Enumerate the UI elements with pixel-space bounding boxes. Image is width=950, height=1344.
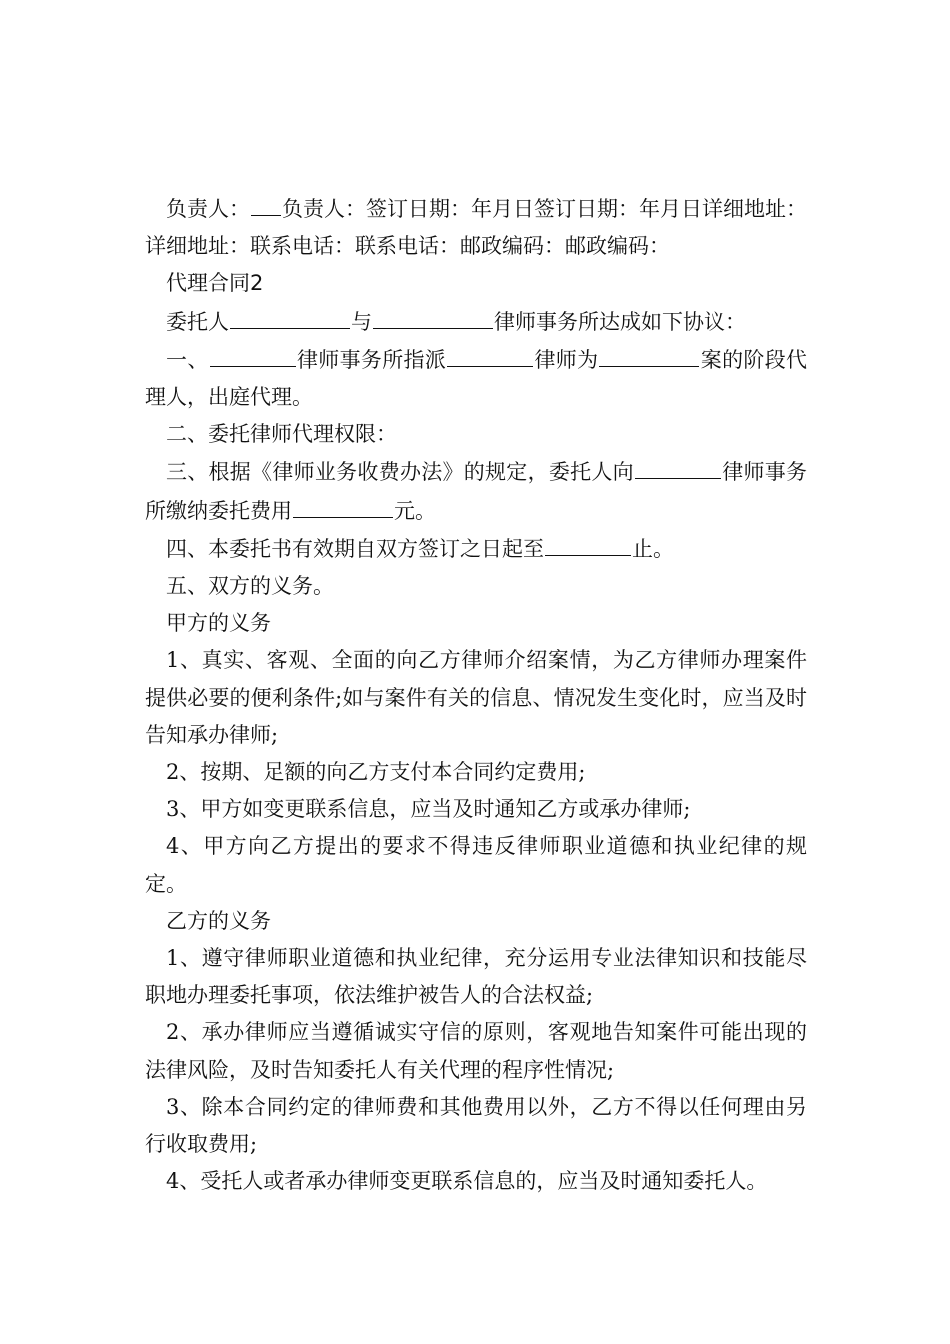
lawyer-blank (447, 341, 533, 367)
fee-amount-blank (293, 492, 393, 518)
clause-1-text-4: 案的阶段代理人，出庭代理。 (145, 347, 808, 410)
law-firm-name-blank (373, 303, 493, 329)
fee-firm-blank (635, 453, 721, 479)
party-b-heading: 乙方的义务 (166, 908, 271, 933)
contract-page (145, 190, 807, 1200)
intro-text-3: 律师事务所达成如下协议： (494, 309, 746, 334)
party-b-item-2: 2、承办律师应当遵循诚实守信的原则，客观地告知案件可能出现的法律风险，及时告知委托人有关代理的程序性情况; (145, 1020, 807, 1082)
clause-4-text-1: 四、本委托书有效期自双方签订之日起至 (166, 536, 544, 561)
party-a-heading: 甲方的义务 (166, 611, 271, 636)
clause-2: 二、委托律师代理权限： (166, 422, 397, 447)
party-a-item-3: 3、甲方如变更联系信息，应当及时通知乙方或承办律师; (166, 797, 691, 822)
end-date-blank (545, 530, 631, 556)
signature-block (145, 190, 807, 265)
party-b-item-1: 1、遵守律师职业道德和执业纪律，充分运用专业法律知识和技能尽职地办理委托事项，依法维护被告人的合法权益; (145, 946, 807, 1008)
clause-3-text-3: 元。 (394, 498, 436, 523)
party-a-item-1: 1、真实、客观、全面的向乙方律师介绍案情，为乙方律师办理案件提供必要的便利条件;如与案件有关的信息、情况发生变化时，应当及时告知承办律师; (145, 648, 807, 747)
intro-text-2: 与 (351, 309, 372, 334)
clause-1-text-1: 一、 (166, 347, 209, 372)
contract-intro (145, 303, 807, 341)
contract-title: 代理合同2 (166, 271, 264, 296)
clause-1-text-3: 律师为 (534, 347, 599, 372)
clause-1-text-2: 律师事务所指派 (296, 347, 447, 372)
intro-text-1: 委托人 (166, 309, 229, 334)
case-blank (599, 341, 699, 367)
clause-4-text-2: 止。 (632, 536, 674, 561)
signature-block-rest: 负责人：签订日期：年月日签订日期：年月日详细地址：详细地址：联系电话：联系电话：邮政编码：邮政编码： (145, 197, 807, 259)
party-a-item-2: 2、按期、足额的向乙方支付本合同约定费用; (166, 760, 586, 785)
party-a-item-4: 4、甲方向乙方提出的要求不得违反律师职业道德和执业纪律的规定。 (145, 834, 807, 896)
client-name-blank (230, 303, 350, 329)
clause-5: 五、双方的义务。 (166, 574, 334, 599)
party-b-item-3: 3、除本合同约定的律师费和其他费用以外，乙方不得以任何理由另行收取费用; (145, 1094, 807, 1157)
clause-3-text-2: 律师事务所缴纳委托费用 (145, 460, 807, 523)
clause-4 (145, 530, 807, 568)
clause-3 (145, 453, 807, 529)
clause-3-text-1: 三、根据《律师业务收费办法》的规定，委托人向 (166, 460, 634, 485)
firm-blank (210, 341, 296, 367)
party-b-item-4: 4、受托人或者承办律师变更联系信息的，应当及时通知委托人。 (166, 1169, 768, 1194)
signature-blank (251, 190, 281, 216)
clause-1 (145, 341, 807, 416)
signature-block-lead: 负责人： (166, 197, 250, 221)
